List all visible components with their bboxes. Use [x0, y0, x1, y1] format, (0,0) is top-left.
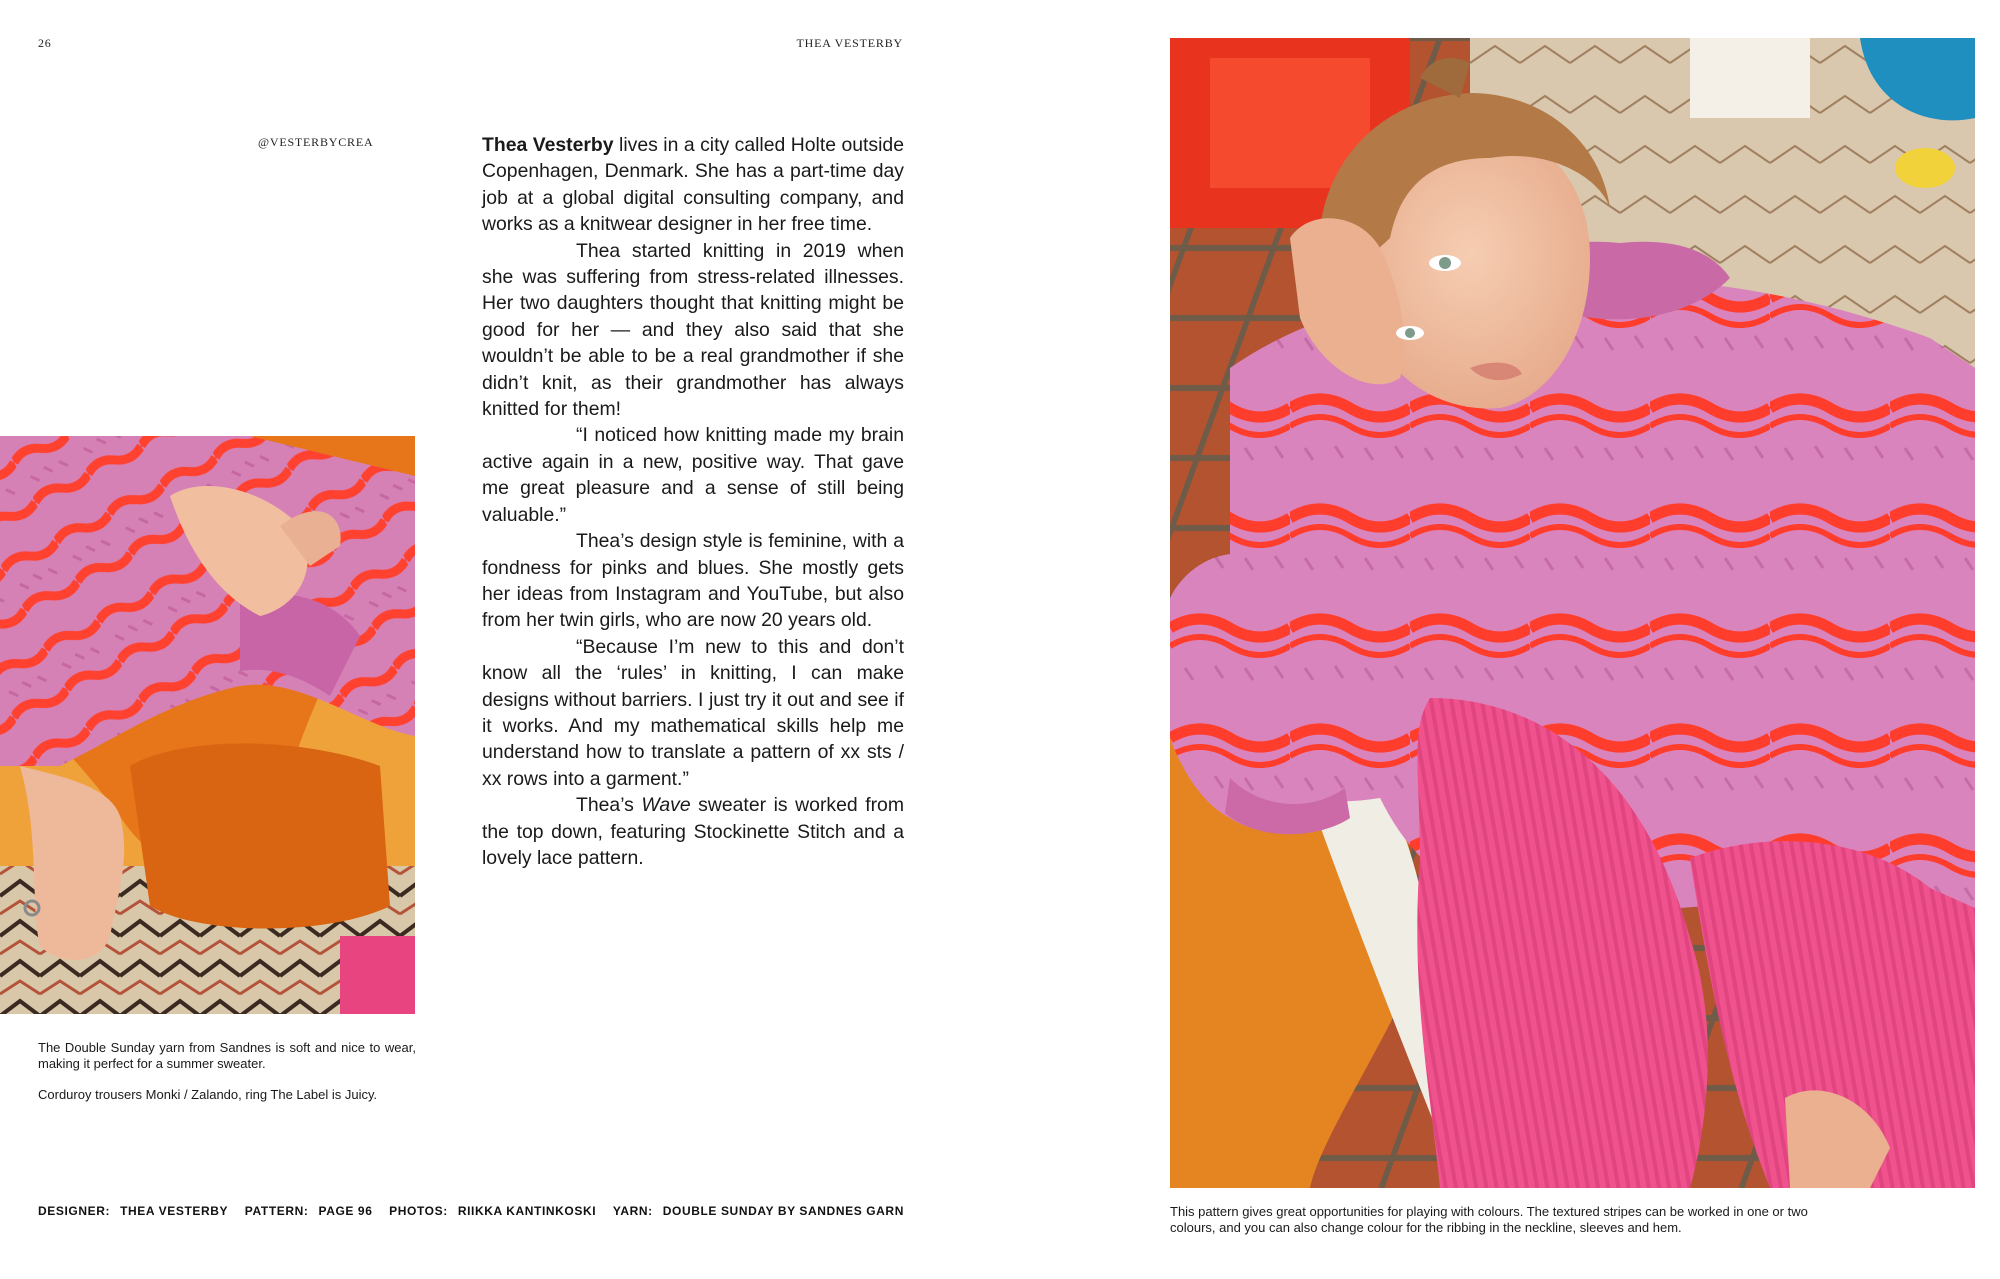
paragraph-5: “Because I’m new to this and don’t know all the ‘rules’ in knitting, I can make designs without barriers. I just try it out and see if it works. And my mathematical skills help me understand how to translate a pattern of xx sts / xx rows into a garment.”: [482, 635, 904, 790]
photo-sweater-sleeve: [0, 436, 415, 1014]
paragraph-6: Thea’s Wave sweater is worked from the top down, featuring Stockinette Stitch and a lovely lace pattern.: [482, 794, 904, 869]
caption-styling: Corduroy trousers Monki / Zalando, ring The Label is Juicy.: [38, 1087, 378, 1102]
paragraph-3: “I noticed how knitting made my brain active again in a new, positive way. That gave me great pleasure and a sense of still being valuable.”: [482, 424, 904, 526]
paragraph-1: Thea Vesterby lives in a city called Holte outside Copenhagen, Denmark. She has a part-time day job at a global digital consulting company, and works as a knitwear designer in her free time.: [482, 134, 904, 236]
instagram-handle: @VESTERBYCREA: [258, 135, 374, 149]
article-body: [482, 132, 904, 871]
running-head: THEA VESTERBY: [796, 36, 903, 50]
credit-yarn: YARN: DOUBLE SUNDAY BY SANDNES GARN: [612, 1204, 904, 1218]
caption-pattern: This pattern gives great opportunities for playing with colours. The textured stripes can be worked in one or two colours, and you can also change colour for the ribbing in the neckline, sleeves and hem.: [1170, 1204, 1808, 1235]
credit-pattern: PATTERN: PAGE 96: [244, 1204, 373, 1218]
lead-name: Thea Vesterby: [482, 134, 614, 156]
paragraph-2: Thea started knitting in 2019 when she was suffering from stress-related illnesses. Her two daughters thought that knitting might be good for her — and they also said that she wouldn’t be able to be a real grandmother if she didn’t knit, as their grandmother has always knitted for them!: [482, 239, 904, 421]
page-number: 26: [38, 36, 52, 50]
paragraph-4: Thea’s design style is feminine, with a fondness for pinks and blues. She mostly gets her ideas from Instagram and YouTube, but also from her twin girls, who are now 20 years old.: [482, 530, 904, 632]
caption-yarn: The Double Sunday yarn from Sandnes is soft and nice to wear, making it perfect for a summer sweater.: [38, 1040, 416, 1071]
credit-photos: PHOTOS: RIIKKA KANTINKOSKI: [389, 1204, 597, 1218]
photo-model-portrait: [1170, 38, 1975, 1188]
credits-line: [38, 1204, 904, 1218]
credit-designer: DESIGNER: THEA VESTERBY: [38, 1204, 229, 1218]
